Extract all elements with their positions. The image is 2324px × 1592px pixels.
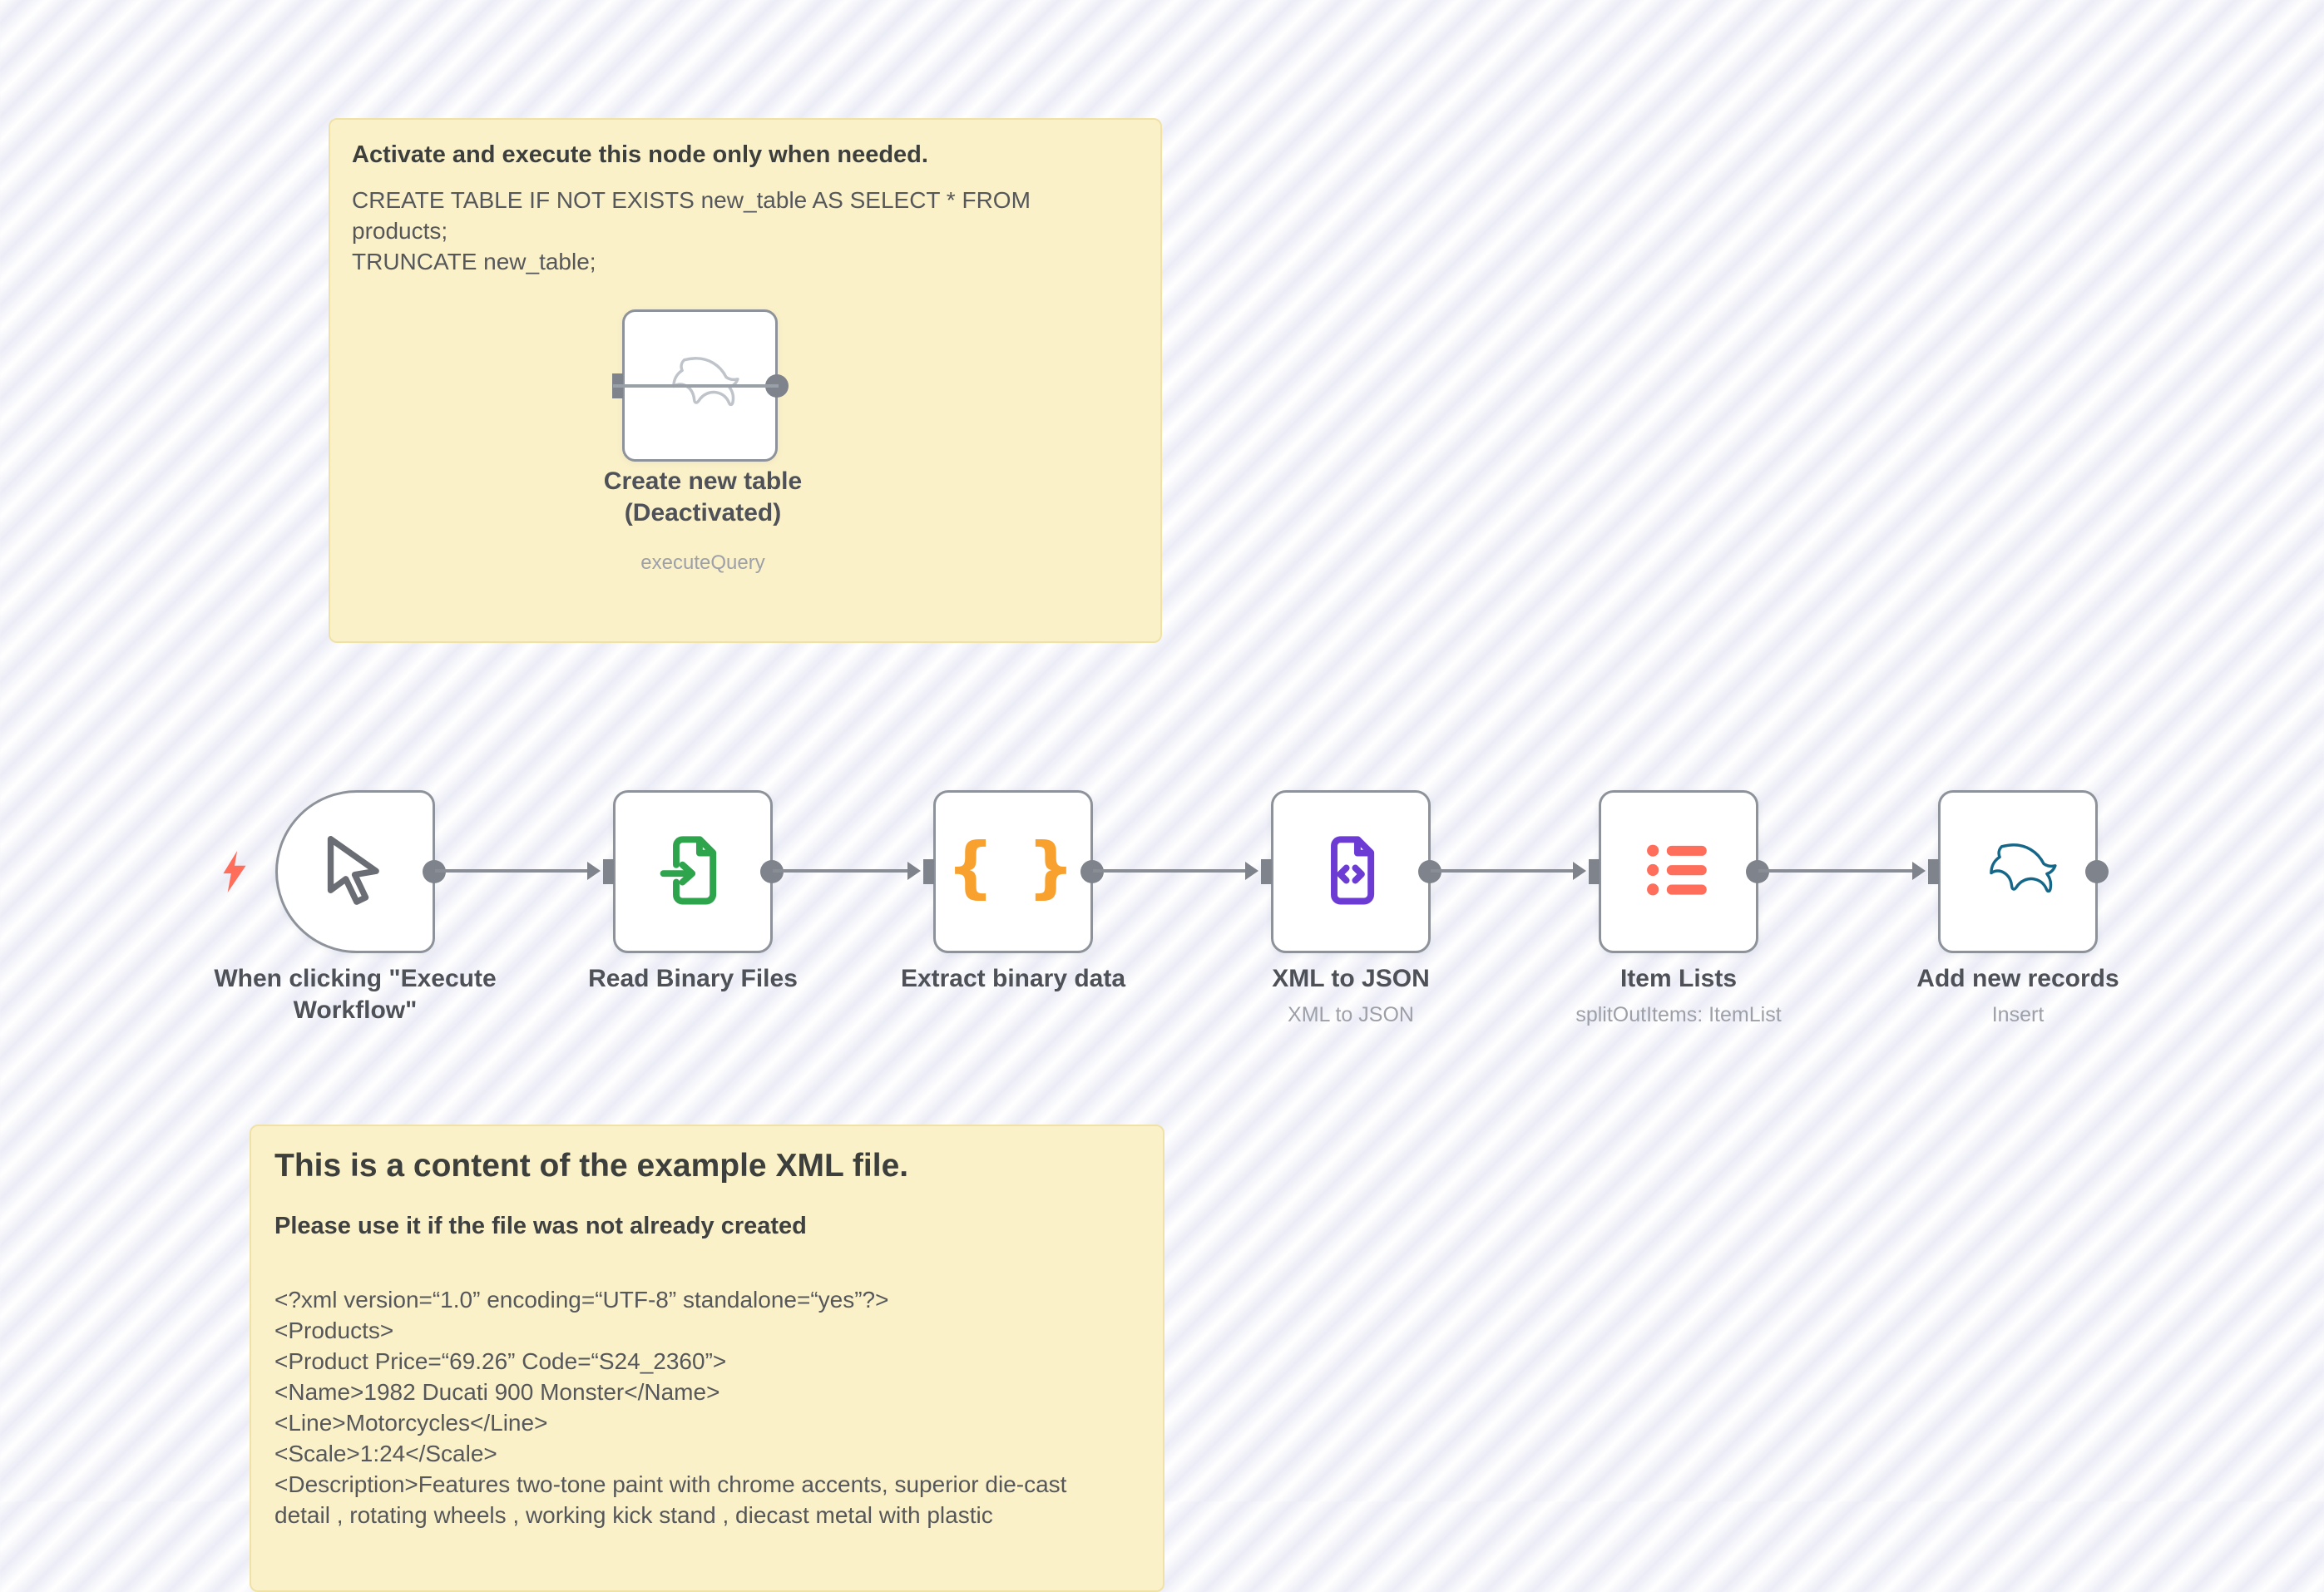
node-label-xml-to-json: XML to JSON [1272, 965, 1430, 992]
node-add-new-records[interactable] [1938, 790, 2098, 953]
xml-line: <Name>1982 Ducati 900 Monster</Name> [274, 1379, 720, 1405]
input-port[interactable] [1928, 859, 1939, 884]
output-port[interactable] [2085, 860, 2109, 883]
sql-line: products; [352, 218, 448, 244]
file-import-icon [651, 828, 734, 916]
node-label-add-new-records: Add new records [1916, 965, 2119, 992]
node-label-item-lists: Item Lists [1619, 965, 1738, 992]
deactivated-strikethrough [613, 384, 779, 388]
node-extract-binary-data[interactable] [933, 790, 1093, 953]
connection-arrowhead-icon [907, 862, 921, 880]
connection[interactable] [1431, 869, 1573, 873]
sticky-note-xml-example[interactable] [250, 1125, 1164, 1592]
curly-braces-icon: { } [947, 828, 1080, 906]
connection-arrowhead-icon [1245, 862, 1258, 880]
sticky-title: This is a content of the example XML file. [274, 1148, 909, 1184]
mysql-dolphin-icon [1975, 827, 2061, 917]
xml-line: <Products> [274, 1318, 394, 1343]
cursor-icon [312, 827, 398, 917]
connection-arrowhead-icon [1912, 862, 1926, 880]
xml-line: <Line>Motorcycles</Line> [274, 1410, 548, 1436]
node-item-lists[interactable] [1599, 790, 1758, 953]
node-subtitle-item-lists: splitOutItems: ItemList [1575, 1003, 1782, 1026]
connection-arrowhead-icon [587, 862, 601, 880]
connection[interactable] [1758, 869, 1912, 873]
xml-line: <Scale>1:24</Scale> [274, 1441, 497, 1466]
sticky-sql-text [352, 185, 1139, 277]
node-xml-to-json[interactable] [1271, 790, 1431, 953]
sql-line: CREATE TABLE IF NOT EXISTS new_table AS SELECT * FROM [352, 187, 1031, 213]
xml-line: detail , rotating wheels , working kick stand , diecast metal with plastic [274, 1502, 993, 1528]
xml-line: <Description>Features two-tone paint with chrome accents, superior die-cast [274, 1471, 1067, 1497]
xml-content [274, 1284, 1140, 1530]
xml-line: <?xml version=“1.0” encoding=“UTF-8” standalone=“yes”?> [274, 1287, 889, 1313]
node-create-new-table[interactable] [622, 309, 778, 462]
input-port[interactable] [603, 859, 614, 884]
node-when-clicking-execute-workflow[interactable] [275, 790, 435, 953]
file-code-icon [1309, 828, 1392, 916]
input-port[interactable] [1589, 859, 1600, 884]
node-label-trigger: When clicking "Execute Workflow" [214, 965, 497, 1024]
sql-line: TRUNCATE new_table; [352, 249, 596, 274]
connection[interactable] [1093, 869, 1245, 873]
node-read-binary-files[interactable] [613, 790, 773, 953]
node-label-read-binary-files: Read Binary Files [588, 965, 798, 992]
trigger-bolt-icon [220, 851, 250, 897]
connection[interactable] [435, 869, 587, 873]
node-subtitle-create-new-table: executeQuery [640, 551, 765, 574]
node-subtitle-xml-to-json: XML to JSON [1288, 1003, 1414, 1026]
input-port[interactable] [1261, 859, 1272, 884]
node-subtitle-add-new-records: Insert [1991, 1003, 2045, 1026]
node-label-extract-binary-data: Extract binary data [900, 965, 1126, 992]
bullet-list-icon [1637, 828, 1720, 916]
connection[interactable] [773, 869, 907, 873]
node-label-create-new-table: Create new table (Deactivated) [603, 467, 803, 527]
connection-arrowhead-icon [1573, 862, 1586, 880]
sticky-subtitle: Please use it if the file was not already created [274, 1213, 807, 1239]
sticky-title: Activate and execute this node only when needed. [352, 141, 928, 168]
xml-line: <Product Price=“69.26” Code=“S24_2360”> [274, 1348, 727, 1374]
input-port[interactable] [923, 859, 934, 884]
